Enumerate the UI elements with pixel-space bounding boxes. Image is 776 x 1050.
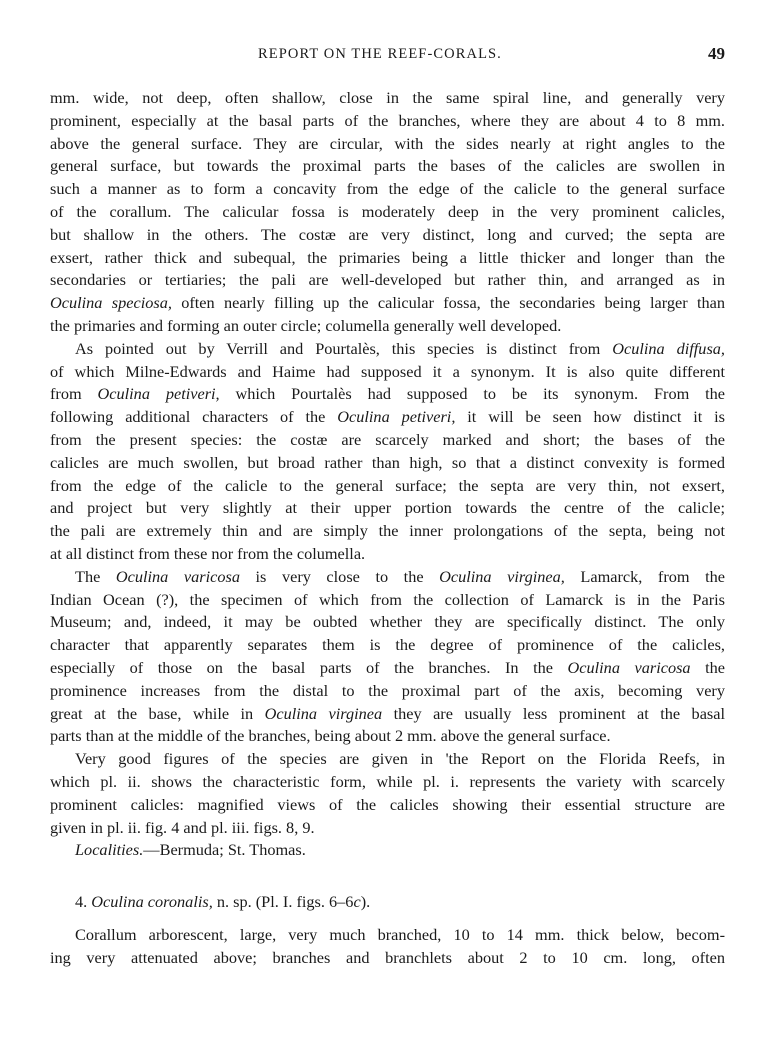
text-line: from the edge of the calicle to the general surface; the septa are very thin, not exsert, [50,475,725,495]
text-line: from Oculina petiveri, which Pourtalès had supposed to be its synonym. From the [50,384,725,404]
text-line: Corallum arborescent, large, very much branched, 10 to 14 mm. thick below, becom- [75,924,725,944]
running-head [50,44,725,68]
localities-line: Localities.—Bermuda; St. Thomas. [75,840,306,860]
paragraph-varicosa [50,566,725,748]
text-line: and project but very slightly at their upper portion towards the centre of the calicle; [50,498,725,518]
paragraph-corallum [50,924,725,970]
species-name: Oculina varicosa [115,566,240,586]
running-title: REPORT ON THE REEF-CORALS. [258,46,502,62]
text-line: prominent calicles: magnified views of the calicles showing their essential structure are [50,794,725,814]
species-name: Oculina speciosa, [50,293,172,313]
text-line: general surface, but towards the proximal parts the bases of the calicles are swollen in [50,156,725,176]
paragraph-figures [50,748,725,839]
text-line: given in pl. ii. fig. 4 and pl. iii. figs. 8, 9. [50,817,315,837]
text-line: prominence increases from the distal to the proximal part of the axis, becoming very [50,680,725,700]
text-line: the pali are extremely thin and are simply the inner prolongations of the septa, being not [50,521,725,541]
text-line: ing very attenuated above; branches and branchlets about 2 to 10 cm. long, often [50,947,725,967]
species-name: Oculina varicosa [567,657,691,677]
species-name: Oculina virginea [264,703,383,723]
text-line: but shallow in the others. The costæ are very distinct, long and curved; the septa are [50,224,725,244]
text-line: above the general surface. They are circular, with the sides nearly at right angles to the [50,133,725,153]
localities-label: Localities. [75,840,144,860]
species-name: Oculina virginea, [439,566,565,586]
text-line: parts than at the middle of the branches, being about 2 mm. above the general surface. [50,726,611,746]
body-text [50,87,725,969]
text-line: at all distinct from these nor from the columella. [50,543,366,563]
text-line: character that apparently separates them is the degree of prominence of the calicles, [50,635,725,655]
text-line: following additional characters of the Oculina petiveri, it will be seen how distinct it is [50,407,725,427]
text-line: Very good figures of the species are given in 'the Report on the Florida Reefs, in [75,749,725,769]
text-line: which pl. ii. shows the characteristic form, while pl. i. represents the variety with scarcely [50,771,725,791]
text-line: Indian Ocean (?), the specimen of which from the collection of Lamarck is in the Paris [50,589,725,609]
text-line: the primaries and forming an outer circle; columella generally well developed. [50,315,562,335]
text-line: exsert, rather thick and subequal, the primaries being a little thicker and longer than the [50,247,725,267]
text-line: Oculina speciosa, often nearly filling up the calicular fossa, the secondaries being larger than [50,293,725,313]
species-name: Oculina petiveri, [97,384,220,404]
text-line: The Oculina varicosa is very close to the Oculina virginea, Lamarck, from the [75,566,725,586]
species-name: Oculina coronalis, [91,892,213,912]
text-line: such a manner as to form a concavity from the edge of the calicle to the general surface [50,179,725,199]
text-line: mm. wide, not deep, often shallow, close in the same spiral line, and generally very [50,88,725,107]
text-line: of the corallum. The calicular fossa is moderately deep in the very prominent calicles, [50,201,725,221]
text-line: of which Milne-Edwards and Haime had supposed it a synonym. It is also quite different [50,361,725,381]
paragraph-comparison [50,338,725,566]
text-line: As pointed out by Verrill and Pourtalès, this species is distinct from Oculina diffusa, [75,338,725,358]
text-line: calicles are much swollen, but broad rather than high, so that a distinct convexity is formed [50,452,725,472]
text-line: especially of those on the basal parts of the branches. In the Oculina varicosa the [50,657,725,677]
paragraph-calicle-description [50,87,725,338]
page-number: 49 [708,44,725,63]
species-heading: 4. Oculina coronalis, n. sp. (Pl. I. figs. 6–6c). [75,892,371,912]
species-name: Oculina diffusa, [612,338,725,358]
text-line: from the present species: the costæ are scarcely marked and short; the bases of the [50,429,725,449]
text-line: prominent, especially at the basal parts of the branches, where they are about 4 to 8 mm. [50,110,725,130]
species-name: Oculina petiveri, [337,407,456,427]
text-line: Museum; and, indeed, it may be oubted whether they are specifically distinct. The only [50,612,725,632]
text-line: secondaries or tertiaries; the pali are well-developed but rather thin, and arranged as in [50,270,725,290]
text-line: great at the base, while in Oculina virginea they are usually less prominent at the basal [50,703,725,723]
